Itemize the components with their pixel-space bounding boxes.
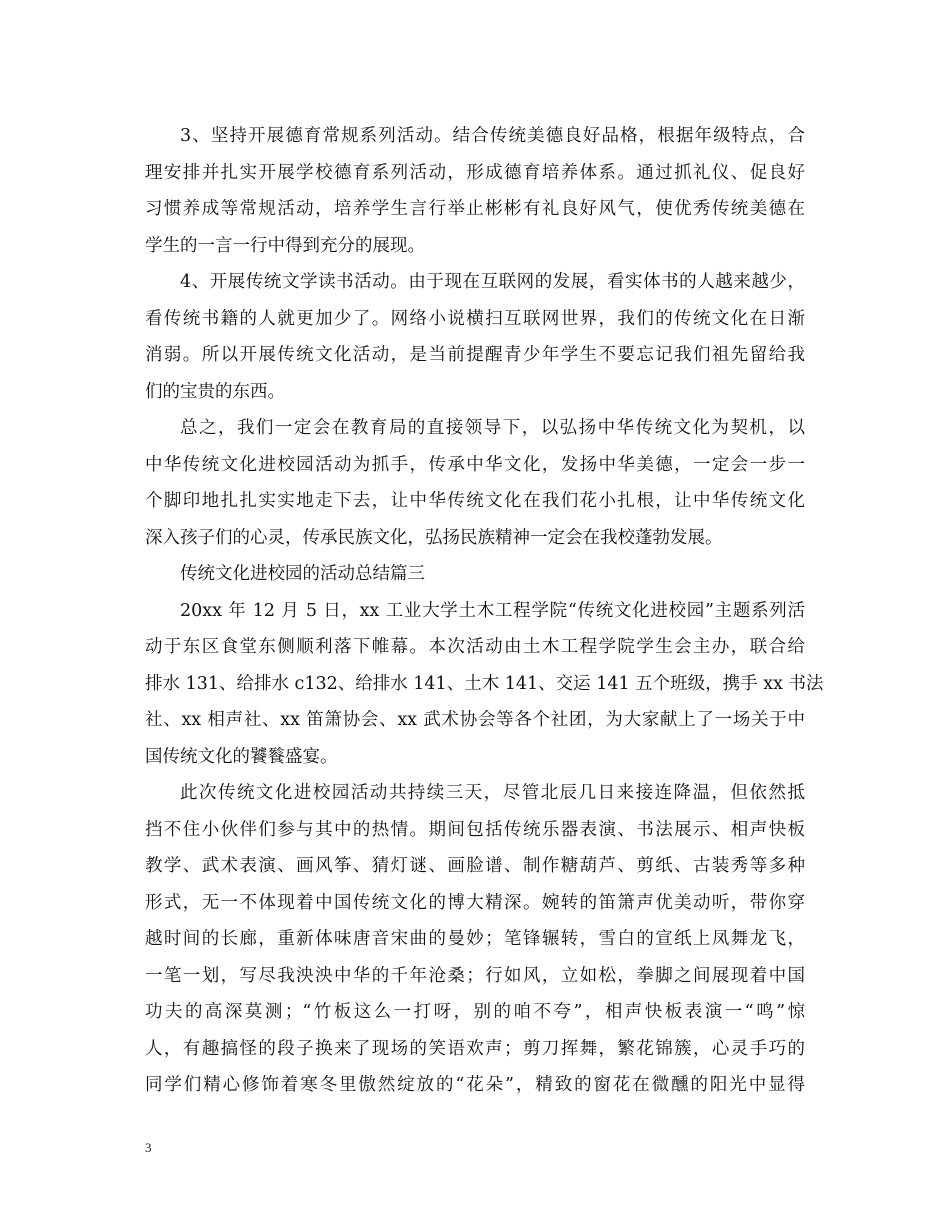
text-line: 越时间的长廊，重新体味唐音宋曲的曼妙；笔锋辗转，雪白的宣纸上凤舞龙飞， bbox=[145, 929, 805, 949]
text-line: 此次传统文化进校园活动共持续三天，尽管北辰几日来接连降温，但依然抵 bbox=[180, 783, 805, 803]
text-line: 功夫的高深莫测；“竹板这么一打呀，别的咱不夸”，相声快板表演一“鸣”惊 bbox=[145, 1002, 805, 1022]
paragraph bbox=[145, 118, 805, 264]
text-line: 国传统文化的饕餮盛宴。 bbox=[145, 746, 338, 767]
text-line: 理安排并扎实开展学校德育系列活动，形成德育培养体系。通过抓礼仪、促良好 bbox=[145, 162, 805, 183]
text-line: 20xx 年 12 月 5 日，xx 工业大学土木工程学院“传统文化进校园”主题系列活 bbox=[180, 600, 805, 621]
text-line: 中华传统文化进校园活动为抓手，传承中华文化，发扬中华美德，一定会一步一 bbox=[145, 454, 805, 475]
paragraph bbox=[145, 264, 805, 410]
text-line: 社、xx 相声社、xx 笛箫协会、xx 武术协会等各个社团，为大家献上了一场关于中 bbox=[145, 710, 805, 730]
text-line: 一笔一划，写尽我泱泱中华的千年沧桑；行如风，立如松，拳脚之间展现着中国 bbox=[145, 965, 805, 986]
text-line: 人，有趣搞怪的段子换来了现场的笑语欢声；剪刀挥舞，繁花锦簇，心灵手巧的 bbox=[145, 1038, 805, 1059]
text-line: 同学们精心修饰着寒冬里傲然绽放的“花朵”，精致的窗花在微醺的阳光中显得 bbox=[145, 1075, 805, 1095]
text-line: 教学、武术表演、画风筝、猜灯谜、画脸谱、制作糖葫芦、剪纸、古装秀等多种 bbox=[145, 856, 805, 876]
text-line: 个脚印地扎扎实实地走下去，让中华传统文化在我们花小扎根，让中华传统文化 bbox=[145, 491, 805, 511]
text-line: 挡不住小伙伴们参与其中的热情。期间包括传统乐器表演、书法展示、相声快板 bbox=[145, 819, 805, 840]
text-line: 排水 131、给排水 c132、给排水 141、土木 141、交运 141 五个班级，携手 xx 书法 bbox=[145, 673, 824, 694]
text-line: 4、开展传统文学读书活动。由于现在互联网的发展，看实体书的人越来越少， bbox=[180, 272, 805, 292]
text-line: 习惯养成等常规活动，培养学生言行举止彬彬有礼良好风气，使优秀传统美德在 bbox=[145, 199, 805, 219]
page-number: 3 bbox=[145, 1140, 152, 1155]
text-line: 形式，无一不体现着中国传统文化的博大精深。婉转的笛箫声优美动听，带你穿 bbox=[145, 892, 805, 913]
text-line: 学生的一言一行中得到充分的展现。 bbox=[145, 235, 425, 256]
text-line: 们的宝贵的东西。 bbox=[145, 381, 285, 402]
text-line: 看传统书籍的人就更加少了。网络小说横扫互联网世界，我们的传统文化在日渐 bbox=[145, 308, 805, 329]
text-line: 消弱。所以开展传统文化活动，是当前提醒青少年学生不要忘记我们祖先留给我 bbox=[145, 345, 805, 365]
section-heading bbox=[145, 556, 805, 593]
text-line: 深入孩子们的心灵，传承民族文化，弘扬民族精神一定会在我校蓬勃发展。 bbox=[145, 527, 723, 548]
document-body bbox=[145, 118, 824, 1104]
text-line: 动于东区食堂东侧顺利落下帷幕。本次活动由土木工程学院学生会主办，联合给 bbox=[145, 637, 805, 657]
paragraph bbox=[145, 775, 805, 1104]
heading-text: 传统文化进校园的活动总结篇三 bbox=[180, 564, 425, 584]
paragraph bbox=[145, 410, 805, 556]
paragraph bbox=[145, 593, 824, 776]
text-line: 3、坚持开展德育常规系列活动。结合传统美德良好品格，根据年级特点，合 bbox=[180, 126, 805, 146]
text-line: 总之，我们一定会在教育局的直接领导下，以弘扬中华传统文化为契机，以 bbox=[180, 418, 805, 438]
